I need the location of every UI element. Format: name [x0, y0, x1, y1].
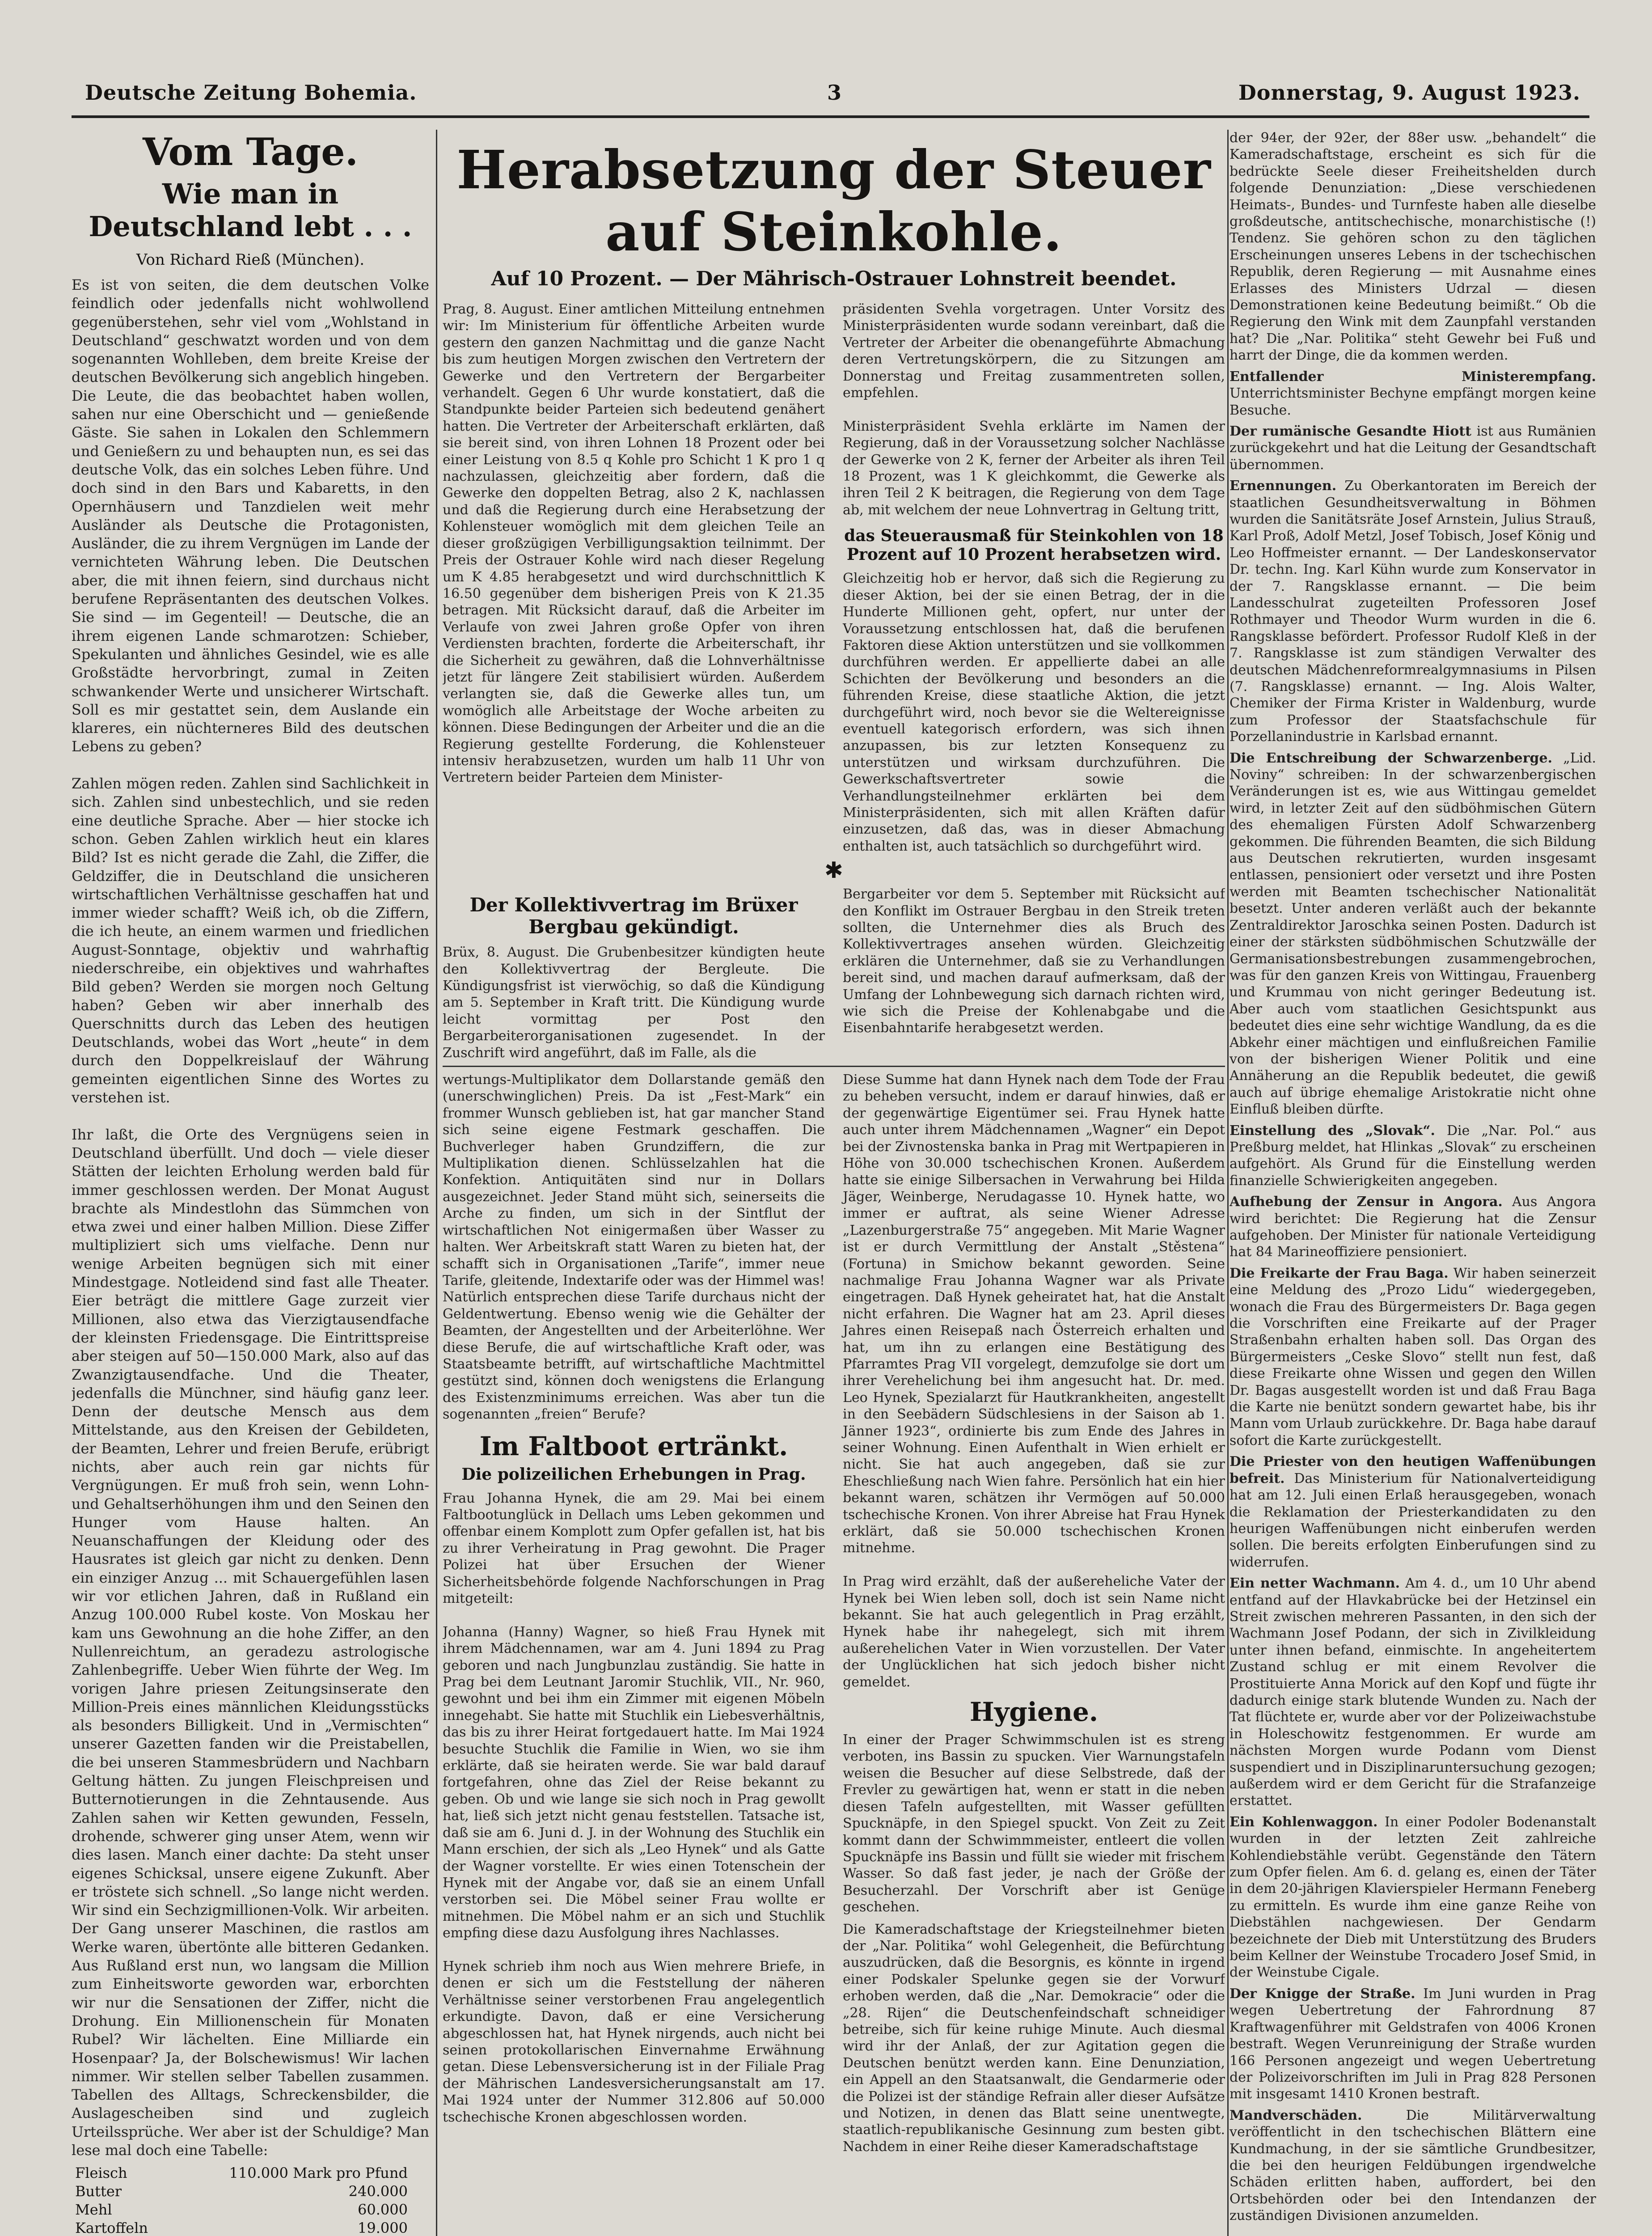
news-item	[1229, 750, 1596, 1118]
lead-subheadline: Auf 10 Prozent. — Der Mährisch-Ostrauer Lohnstreit beendet.	[491, 267, 1177, 290]
news-item-title: Ein netter Wachmann.	[1229, 1575, 1400, 1592]
price-value: 110.000 Mark pro Pfund	[229, 2164, 408, 2182]
lead-box-title: das Steuerausmaß für Steinkohlen von 18 Prozent auf 10 Prozent herabsetzen wird.	[844, 526, 1224, 564]
news-item	[1229, 1986, 1596, 2103]
price-row	[72, 2201, 411, 2219]
page-header	[58, 76, 1589, 116]
feuilleton-right-text: Diese Summe hat dann Hynek nach dem Tode der Frau zu beheben versucht, indem er darauf hinwies, daß er der gegenwärtige Eigentümer sei. Frau Hynek hatte auch unter ihrem Mädchennamen „Wagner“ ein Depot bei der Zivnostenska banka in Prag mit Wertpapieren in Höhe von 30.000 tschechischen Kronen. Außerdem hatte sie einige Silbersachen in Verwahrung bei Hilda Jäger, Weinberge, Nerudagasse 10. Hynek hatte, wo immer er auftrat, als seine Wiener Adresse „Lazenburgerstraße 75“ angegeben. Mit Marie Wagner ist er durch Vermittlung der Anstalt „Stěstena“ (Fortuna) in Smichow bekannt geworden. Seine nachmalige Frau Johanna Wagner war als Private eingetragen. Daß Hynek geheiratet hat, hat die Anstalt nicht erfahren. Die Wagner hat am 23. April dieses Jahres einen Reisepaß nach Österreich erhalten und hat, um ihn zu erlangen eine Bestätigung des Pfarramtes Prag VII vorgelegt, demzufolge sie dort um ihrer Verehelichung bei ihm angesucht hat. Dr. med. Leo Hynek, Spezialarzt für Hautkrankheiten, angestellt in den Seebädern Südschlesiens in der Saison ab 1. Jänner 1923“, ordinierte bis zum Ende des Jahres in seiner Wohnung. Einen Aufenthalt in Wien erhielt er nicht. Sie hat auch angegeben, daß sie zur Eheschließung nach Wien fahre. Persönlich hat ein hier bekannt waren, schätzen ihr Vermögen auf 50.000 tschechische Kronen. Von ihrer Abreise hat Frau Hynek erklärt, daß sie 50.000 tschechischen Kronen mitnehme. In Prag wird erzählt, daß der außereheliche Vater der Hynek bei Wien leben soll, doch ist sein Name nicht bekannt. Sie hat auch gelegentlich in Prag erzählt, Hynek habe ihr nahegelegt, sich mit ihrem außerehelichen Vater in Wien vorzustellen. Der Vater der Unglücklichen hat sich jedoch bisher nicht gemeldet.	[843, 1072, 1225, 1690]
kollektiv-left: Brüx, 8. August. Die Grubenbesitzer kündigten heute den Kollektivvertrag der Bergleute. Die Kündigungsfrist ist vierwöchig, so daß die Kündigung am 5. September in Kraft tritt. Die Kündigung wurde leicht vormittag per Post den Bergarbeiterorganisationen zugesendet. In der Zuschrift wird angeführt, daß im Falle, als die	[443, 944, 825, 1061]
price-item: Mehl	[75, 2201, 112, 2219]
kollektiv-title: Der Kollektivvertrag im Brüxer Bergbau gekündigt.	[469, 894, 798, 938]
hygiene-text: In einer der Prager Schwimmschulen ist es streng verboten, ins Bassin zu spucken. Vier Warnungstafeln weisen die Besucher auf diese Selbstrede, daß der Frevler zu gewärtigen hat, wenn er statt in die neben diesen Tafeln aufgestellten, mit Wasser gefüllten Spucknäpfe, in den Spiegel spuckt. Von Zeit zu Zeit kommt dann der Schwimmmeister, entleert die vollen Spucknäpfe ins Bassin und füllt sie wieder mit frischem Wasser. So daß fast jeder, je nach der Größe der Besucherzahl. Der Vorschrift aber ist Genüge geschehen.	[843, 1732, 1225, 1915]
news-item-text: Unterrichtsminister Bechyne empfängt morgen keine Besuche.	[1229, 385, 1596, 418]
price-item: Butter	[75, 2183, 122, 2200]
news-item-text: Das Ministerium für Nationalverteidigung hat am 12. Juli einen Erlaß herausgegeben, wonach die Reklamation der Priesterkandidaten zu den heurigen Waffenübungen nicht einberufen werden sollen. Die bereits erfolgten Einberufungen sind zu widerrufen.	[1229, 1470, 1596, 1570]
price-value: 240.000	[348, 2183, 408, 2200]
price-item: Kartoffeln	[75, 2219, 148, 2236]
column-lead	[443, 130, 1225, 2236]
feuilleton-area	[443, 1071, 1225, 2155]
news-item-text: Im Juni wurden in Prag wegen Uebertretung der Fahrordnung 87 Kraftwagenführer mit Geldstrafen von 4006 Kronen bestraft. Wegen Verunreinigung der Straße wurden 166 Personen angezeigt und wegen Uebertretung der Polizeivorschriften im Juli in Prag 828 Personen mit insgesamt 1410 Kronen bestraft.	[1229, 1986, 1596, 2102]
kollektiv-article	[443, 886, 1225, 1061]
feuilleton-rule	[443, 1066, 1225, 1067]
lead-right-text-2: Gleichzeitig hob er hervor, daß sich die Regierung zu dieser Aktion, bei der sie einen Betrag, der in die Hunderte Millionen geht, opfert, nur unter der Voraussetzung entschlossen hat, daß die berufenen Faktoren diese Aktion unterstützen und sie vollkommen durchführen werden. Er appellierte dabei an alle Schichten der Bevölkerung und besonders an die führenden Kreise, diese staatliche Aktion, die jetzt durchgeführt wird, noch bevor sie die Weltereignisse eventuell kategorisch erfordern, was sich ihnen anzupassen, bis zur letzten Konsequenz zu unterstützen und wirksam durchzuführen. Die Gewerkschaftsvertreter sowie die Verhandlungsteilnehmer erklärten bei dem Ministerpräsidenten, sich mit allen Kräften dafür einzusetzen, daß das, was in dieser Abmachung enthalten ist, auch tatsächlich so durchgeführt wird.	[843, 571, 1225, 854]
price-row	[72, 2164, 411, 2182]
news-item	[1229, 478, 1596, 745]
hygiene-title: Hygiene.	[969, 1697, 1099, 1728]
masthead: Deutsche Zeitung Bohemia.	[85, 80, 417, 105]
header-rule	[72, 115, 1589, 118]
lead-right-text: präsidenten Svehla vorgetragen. Unter Vorsitz des Ministerpräsidenten wurde sodann vereinbart, daß die Vertreter der Arbeiter die obenangeführte Abmachung deren Vertretungskörpern, die zu Sitzungen am Donnerstag und Freitag zusammentreten sollen, empfehlen. Ministerpräsident Svehla erklärte im Namen der Regierung, daß in der Voraussetzung solcher Nachlässe der Gewerke von 2 K, ferner der Arbeiter als ihren Teil 18 Prozent, was 1 K gleichkommt, die Gewerke als ihren Teil 2 K beitragen, die Regierung von dem Tage ab, mit welchem der neue Lohnvertrag in Geltung tritt,	[843, 301, 1225, 518]
news-item-title: Mandverschäden.	[1229, 2107, 1362, 2123]
byline: Von Richard Rieß (München).	[136, 251, 365, 269]
news-item-text: „Lid. Noviny“ schreiben: In der schwarzenbergischen Veränderungen ist es, wie aus Wittingau gemeldet wird, in letzter Zeit auf den südböhmischen Gütern des ehemaligen Fürsten Adolf Schwarzenberg gekommen. Die führenden Beamten, die sich Bildung aus Deutschen rekrutierten, wurden insgesamt entlassen, pensioniert oder versetzt und ihre Posten werden mit Beamten tschechischer Nationalität besetzt. Unter anderen verläßt auch der bekannte Zentraldirektor Jaroschka seinen Posten. Dadurch ist einer der stärksten südböhmischen Schutzwälle der Germanisationsbestrebungen zusammengebrochen, was für den ganzen Kreis von Wittingau, Frauenberg und Krummau von nicht geringer Bedeutung ist. Aber auch vom staatlichen Gesichtspunkt aus bedeutet dies eine sehr wichtige Wandlung, da es die Abkehr einer mächtigen und einflußreichen Familie von der bisherigen Wiener Politik und eine Annäherung an die Republik bedeutet, die gewiß auch auf übrige ehemalige Aristokratie nicht ohne Einfluß bleiben dürfte.	[1229, 750, 1596, 1118]
news-item	[1229, 1453, 1596, 1571]
column-divider-1	[436, 130, 437, 2236]
faltboot-title: Im Faltboot ertränkt.	[479, 1431, 788, 1461]
news-item-title: Ein Kohlenwaggon.	[1229, 1814, 1378, 1830]
faltboot-text: Frau Johanna Hynek, die am 29. Mai bei einem Faltbootunglück in Dellach ums Leben gekommen und offenbar einem Komplott zum Opfer gefallen ist, hat bis zu ihrer Verheiratung in Prag gewohnt. Die Prager Polizei hat über Ersuchen der Wiener Sicherheitsbehörde folgende Nachforschungen in Prag mitgeteilt: Johanna (Hanny) Wagner, so hieß Frau Hynek mit ihrem Mädchennamen, war am 4. Juni 1894 zu Prag geboren und nach Jungbunzlau zuständig. Sie hatte in Prag bei dem Leutnant Jaromir Stuchlik, VII., Nr. 960, gewohnt und bei ihm ein Zimmer mit eigenen Möbeln innegehabt. Sie hatte mit Stuchlik ein Liebesverhältnis, das bis zu ihrer Heirat fortgedauert hatte. Im Mai 1924 besuchte Stuchlik die Familie in Wien, wo sie ihm erklärte, daß sie heiraten werde. Sie war bald darauf fortgefahren, ohne das Ziel der Reise bekannt zu geben. Ob und wie lange sie sich noch in Prag gewollt hat, ließ sich jetzt nicht genau feststellen. Tatsache ist, daß sie am 6. Juni d. J. in der Wohnung des Stuchlik ein Mann erschien, der sich als „Leo Hynek“ und als Gatte der Wagner vorstellte. Er wies einen Totenschein der Hynek mit der Angabe vor, daß sie an einem Unfall verstorben sei. Die Möbel seiner Frau wollte er mitnehmen. Die Möbel nahm er an sich und Stuchlik empfing diese dazu Ausfolgung ihres Nachlasses. Hynek schrieb ihm noch aus Wien mehrere Briefe, in denen er sich um die Feststellung der näheren Verhältnisse seiner verstorbenen Frau angelegentlich erkundigte. Davon, daß er eine Versicherung abgeschlossen hat, hat Hynek nirgends, auch nicht bei seinen protokollarischen Einvernahme Erwähnung getan. Diese Lebensversicherung ist in der Filiale Prag der Mährischen Landesversicherungsanstalt am 17. Mai 1924 unter der Nummer 312.806 auf 50.000 tschechische Kronen abgeschlossen worden.	[443, 1490, 825, 2125]
news-item-text: Zu Oberkantoraten im Bereich der staatlichen Gesundheitsverwaltung in Böhmen wurden die Sanitätsräte Josef Arnstein, Julius Strauß, Karl Proß, Adolf Metzl, Josef Tobisch, Josef König und Leo Hoffmeister ernannt. — Der Landeskonservator Dr. techn. Ing. Karl Kühn wurde zum Konservator in der 7. Rangsklasse ernannt. — Die beim Landesschulrat zugeteilten Professoren Josef Rothmayer und Theodor Wurm wurden in die 6. Rangsklasse befördert. Professor Rudolf Kleß in der 7. Rangsklasse ist zum ständigen Verwalter des deutschen Mädchenreformrealgymnasiums in Pilsen (7. Rangsklasse) ernannt. — Ing. Alois Walter, Chemiker der Firma Krister in Waldenburg, wurde zum Professor der Staatsfachschule für Porzellanindustrie in Karlsbad ernannt.	[1229, 478, 1596, 745]
article-title: Wie man in Deutschland lebt . . .	[89, 178, 412, 243]
news-item-text: In einer Podoler Bodenanstalt wurden in der letzten Zeit zahlreiche Kohlendiebstähle verübt. Gegenstände den Tätern zum Opfer fielen. Am 6. d. gelang es, einen der Täter in dem 20-jährigen Klavierspieler Hermann Feneberg zu ermitteln. Es wurde ihm eine ganze Reihe von Diebstählen nachgewiesen. Der Gendarm bezeichnete der Dieb mit Unterstützung des Bruders beim Kellner der Weinstube Trocadero Josef Smid, in der Weinstube Cigale.	[1229, 1814, 1596, 1981]
kollektiv-right: Bergarbeiter vor dem 5. September mit Rücksicht auf den Konflikt im Ostrauer Bergbau in den Streik treten sollten, die Unternehmer dies als Bruch des Kollektivvertrages ansehen würden. Gleichzeitig erklären die Unternehmer, daß sie zu Verhandlungen bereit sind, und machen darauf aufmerksam, daß der Umfang der Lohnbewegung sich darnach richten wird, wie sich die Preise der Kohlenabgabe und die Eisenbahntarife herabgesetzt werden.	[843, 886, 1225, 1036]
page-number: 3	[827, 80, 842, 105]
news-item-text: Am 4. d., um 10 Uhr abend entfand auf der Hlavkabrücke bei der Hetzinsel ein Streit zwischen mehreren Passanten, in den sich der Wachmann Josef Podann, der sich in Zivilkleidung unter ihnen befand, einmischte. In angeheitertem Zustand schlug er mit einem Revolver die Prostituierte Anna Morick auf den Kopf und fügte ihr dadurch einige stark blutende Wunden zu. Nach der Tat flüchtete er, wurde aber vor der Polizeiwachstube in Holeschowitz festgenommen. Er wurde am nächsten Morgen wurde Podann vom Dienst suspendiert und in Disziplinaruntersuchung gezogen; außerdem wird er dem Gericht für die Strafanzeige erstattet.	[1229, 1575, 1596, 1809]
news-item-title: Der rumänische Gesandte Hiott	[1229, 423, 1472, 439]
news-item-text: Aus Angora wird berichtet: Die Regierung hat die Zensur aufgehoben. Der Minister für nationale Verteidigung hat 84 Marineoffiziere pensioniert.	[1229, 1194, 1596, 1260]
feuilleton-text: wertungs-Multiplikator dem Dollarstande gemäß den (unerschwinglichen) Preis. Da ist „Fest-Mark“ ein frommer Wunsch geblieben ist, hat gar mancher Stand sich seine eigene Festmark geschaffen. Die Buchverleger haben Grundziffern, die zur Multiplikation dienen. Schlüsselzahlen hat die Konfektion. Antiquitäten sind nur in Dollars ausgezeichnet. Jeder Stand müht sich, seinerseits die Arche zu finden, um sich in der Sintflut der wirtschaftlichen Not einigermaßen über Wasser zu halten. Wer Arbeitskraft statt Waren zu bieten hat, der schafft sich in Organisationen „Tarife“, immer neue Tarife, gleitende, Indextarife oder was der Himmel was! Natürlich entsprechen diese Tarife durchaus nicht der Geldentwertung. Ebenso wenig wie die Gehälter der Beamten, der Angestellten und der Arbeiterlöhne. Wer diese Berufe, die auf wirtschaftliche Kraft oder, was Staatsbeamte betrifft, auf wirtschaftliche Machtmittel gestützt sind, können doch wenigstens die Erlangung des Existenzminimums erreichen. Was aber tun die sogenannten „freien“ Berufe?	[443, 1072, 825, 1423]
lead-left-text: Prag, 8. August. Einer amtlichen Mitteilung entnehmen wir: Im Ministerium für öffentliche Arbeiten wurde gestern den ganzen Nachmittag und die ganze Nacht bis zum heutigen Morgen zwischen den Vertretern der Gewerke und den Vertretern der Bergarbeiter verhandelt. Gegen 6 Uhr wurde konstatiert, daß die Standpunkte beider Parteien sich bedeutend genähert hatten. Die Vertreter der Arbeiterschaft erklärten, daß sie bereit sind, von ihren Lohnen 18 Prozent oder bei einer Leistung von 8.5 q Kohle pro Schicht 1 K pro 1 q nachzulassen, gleichzeitig aber fordern, daß die Gewerke den doppelten Betrag, also 2 K, nachlassen und daß die Regierung durch eine Herabsetzung der Kohlensteuer womöglich mit dem gleichen Teile an dieser großzügigen Verbilligungsaktion teilnimmt. Der Preis der Ostrauer Kohle wird nach dieser Regelung um K 4.85 herabgesetzt und wird durchschnittlich K 16.50 gegenüber dem bisherigen Preis von K 21.35 betragen. Mit Rücksicht darauf, daß die Arbeiter im Verlaufe von zwei Jahren große Opfer von ihren Verdiensten brachten, forderte die Arbeiterschaft, ihr die Sicherheit zu gewähren, daß die Lohnverhältnisse jetzt für längere Zeit stabilisiert würden. Außerdem verlangten sie, daß die Gewerke alles tun, um womöglich alle Arbeitstage der Woche arbeiten zu können. Diese Bedingungen der Arbeiter und die an die Regierung gestellte Forderung, die Kohlensteuer intensiv herabzusetzen, wurden um halb 11 Uhr von Vertretern beider Parteien dem Minister-	[443, 301, 825, 786]
column-news	[1229, 130, 1596, 2236]
price-row	[72, 2182, 411, 2201]
price-value: 60.000	[358, 2201, 408, 2219]
news-item-title: Aufhebung der Zensur in Angora.	[1229, 1194, 1503, 1210]
news-item	[1229, 1575, 1596, 1809]
price-table	[72, 2164, 411, 2236]
news-item	[1229, 1814, 1596, 1981]
issue-date: Donnerstag, 9. August 1923.	[1238, 80, 1580, 105]
news-item-title: Ernennungen.	[1229, 478, 1337, 494]
column-vom-tage	[72, 130, 429, 2236]
news-item	[1229, 1265, 1596, 1449]
news-item-text: Die „Nar. Pol.“ aus Preßburg meldet, hat Hlinkas „Slovak“ zu erscheinen aufgehört. Als Grund für die Einstellung werden finanzielle Schwierigkeiten angegeben.	[1229, 1122, 1596, 1189]
section-title: Vom Tage.	[143, 130, 358, 174]
kriegsteilnehmer-text: Die Kameradschaftstage der Kriegsteilnehmer bieten der „Nar. Politika“ wohl Gelegenheit, die Befürchtung auszudrücken, daß die Besorgnis, es könnte in irgend einer Podskaler Spelunke gegen sie der Vorwurf erhoben werden, daß die „Nar. Demokracie“ oder die „28. Rijen“ die Deutschenfeindschaft schneidiger betreibe, sich für keine ruhige Minute. Auch diesmal wird ihr der Anlaß, der zur Agitation gegen die Deutschen benützt werden kann. Eine Denunziation, ein Appell an den Staatsanwalt, die Gendarmerie oder die Polizei ist der ständige Refrain aller dieser Aufsätze und Notizen, in denen das Blatt seine unentwegte, staatlich-republikanische Gesinnung zum besten gibt. Nachdem in einer Reihe dieser Kameradschaftstage	[843, 1921, 1225, 2155]
news-item-title: Die Freikarte der Frau Baga.	[1229, 1265, 1449, 1281]
news-item-title: Die Priester von den heutigen Waffenübungen befreit.	[1229, 1454, 1596, 1486]
separator-star: ✱	[824, 857, 843, 884]
news-item	[1229, 423, 1596, 473]
news-item	[1229, 2107, 1596, 2224]
article-body-1: Es ist von seiten, die dem deutschen Volke feindlich oder jedenfalls nicht wohlwollend gegenüberstehen, sehr viel vom „Wohlstand in Deutschland“ geschwatzt worden und von dem sogenannten Wohlleben, dem breite Kreise der deutschen Bevölkerung sich angeblich hingeben. Die Leute, die das beobachtet haben wollen, sahen nur eine Oberschicht und — genießende Gäste. Sie sahen in Lokalen den Schlemmern und Genießern zu und behaupten nun, es sei das deutsche Volk, das ein solches Leben führe. Und doch sind in den Bars und Kabaretts, in den Opernhäusern und Tanzdielen weit mehr Ausländer als Deutsche die Protagonisten, Ausländer, die zu ihrem Vergnügen im Lande der vernichteten Währung leben. Die Deutschen aber, die mit ihnen feiern, sind durchaus nicht berufene Repräsentanten des deutschen Volkes. Sie sind — im Gegenteil! — Deutsche, die an ihrem eigenen Lande schmarotzen: Schieber, Spekulanten und ähnliches Gesindel, wie es alle Großstädte hervorbringt, zumal in Zeiten schwankender Werte und unsicherer Wirtschaft. Soll es mir gestattet sein, dem Auslande ein klareres, ein nüchterneres Bild des deutschen Lebens zu geben? Zahlen mögen reden. Zahlen sind Sachlichkeit in sich. Zahlen sind unbestechlich, und sie reden eine deutliche Sprache. Aber — hier stocke ich schon. Geben Zahlen wirklich heut ein klares Bild? Ist es nicht gerade die Zahl, die Ziffer, die Geldziffer, die in Deutschland die unsicheren wirtschaftlichen Verhältnisse geschaffen hat und immer wieder schafft? Weiß ich, ob die Ziffern, die ich heute, an einem warmen und friedlichen August-Sonntage, objektiv und wahrhaftig niederschreibe, ein objektives und wahrhaftes Bild geben? Werden sie morgen noch Geltung haben? Geben wir aber innerhalb des Querschnitts durch das Leben des heutigen Deutschlands, wobei das Wort „heute“ in dem durch den Doppelkreislauf der Währung gemeinten eigentlichen Sinne des Wortes zu verstehen ist. Ihr laßt, die Orte des Vergnügens seien in Deutschland überfüllt. Und doch — viele dieser Stätten der leichten Erholung werden bald für immer geschlossen werden. Der Monat August brachte als Mindestlohn das Sümmchen von etwa zwei und einer halben Million. Diese Ziffer multipliziert sich ums vielfache. Denn nur wenige Arbeiten begnügen sich mit einer Mindestgage. Notleidend sind fast alle Theater. Eier beträgt die mittlere Gage zurzeit vier Millionen, also etwa das Vierzigtausendfache der kleinsten Friedensgage. Die Eintrittspreise aber steigen auf 50—150.000 Mark, also auf das Zwanzigtausendfache. Und die Theater, jedenfalls die Münchner, sind häufig ganz leer. Denn der deutsche Mensch aus dem Mittelstande, aus den Kreisen der Gebildeten, der Beamten, Lehrer und freien Berufe, erübrigt nichts, aber auch rein gar nichts für Vergnügungen. Er muß froh sein, wenn Lohn- und Gehaltserhöhungen ihm und den Seinen den Hunger vom Hause halten. An Neuanschaffungen der Kleidung oder des Hausrates ist gleich gar nicht zu denken. Denn ein einziger Anzug ... mit Schauergefühlen lasen wir vor etlichen Jahren, daß in Rußland ein Anzug 100.000 Rubel koste. Von Moskau her kam uns Gewohnung an die hohe Ziffer, an den Nullenreichtum, an geradezu astrologische Zahlenbegriffe. Ueber Wien führte der Weg. Im vorigen Jahre priesen Zeitungsinserate den Million-Preis eines männlichen Kleidungsstücks als besonders Billigkeit. Und in „Vermischten“ unserer Gazetten fanden wir die Preistabellen, die bei unseren Stammesbrüdern und Nachbarn Geltung hätten. Zu jungen Fleischpreisen und Butternotierungen in die Zehntausende. Aus Zahlen sahen wir Ketten gewunden, Fesseln, drohende, schwerer ging unser Atem, wenn wir dies lasen. Manch einer dachte: Da steht unser eigenes Schicksal, unsere eigene Zukunft. Aber er tröstete sich schnell. „So lange nicht werden. Wir sind ein Sechzigmillionen-Volk. Wir arbeiten. Der Gang unserer Maschinen, die rastlos am Werke waren, übertönte alle bitteren Gedanken. Aus Rußland erst nun, wo langsam die Million zum Einheitsworte geworden war, erborchten wir nur die Sensationen der Ziffer, nicht die Drohung. Ein Millionenschein für Monaten Rubel? Wir lächelten. Eine Milliarde ein Hosenpaar? Ja, der Bolschewismus! Wir lachen nimmer. Wir stellen selber Tabellen zusammen. Tabellen des Alltags, Schreckensbilder, die Auslagescheiben sind und zugleich Urteilssprüche. Wer aber ist der Schuldige? Man lese mal doch eine Tabelle:	[72, 276, 429, 2159]
faltboot-subtitle: Die polizeilichen Erhebungen in Prag.	[461, 1465, 806, 1484]
lead-headline: Herabsetzung der Steuer auf Steinkohle.	[456, 139, 1211, 263]
price-row	[72, 2219, 411, 2236]
price-item: Fleisch	[75, 2164, 127, 2182]
news-top: der 94er, der 92er, der 88er usw. „behandelt“ die Kameradschaftstage, erscheint es sich für die bedrückte Seele dieser Freiheitshelden durch folgende Denunziation: „Diese verschiedenen Heimats-, Bundes- und Turnfeste haben alle dieselbe großdeutsche, antitschechische, monarchistische (!) Tendenz. Sie gehören schon zu den täglichen Erscheinungen unseres Lebens in der tschechischen Republik, deren Regierung — mit Ausnahme eines Erlasses des Ministers Udrzal — diesen Demonstrationen keine Bedeutung beimißt.“ Ob die Regierung den Wink mit dem Zaunpfahl verstanden hat? Die „Nar. Politika“ steht Gewehr bei Fuß und harrt der Dinge, die da kommen werden.	[1229, 130, 1596, 364]
news-item-title: Der Knigge der Straße.	[1229, 1986, 1415, 2002]
price-value: 19.000	[358, 2219, 408, 2236]
column-divider-2	[1227, 130, 1229, 2236]
news-item-title: Einstellung des „Slovak“.	[1229, 1122, 1435, 1139]
news-item	[1229, 1122, 1596, 1190]
news-item-text: ist aus Rumänien zurückgekehrt und hat die Leitung der Gesandtschaft übernommen.	[1229, 423, 1596, 473]
news-item-text: Wir haben seinerzeit eine Meldung des „Prozo Lidu“ wiedergegeben, wonach die Frau des Bürgermeisters Dr. Baga gegen die Vorschriften eine Freikarte auf der Prager Straßenbahn erhalten haben soll. Das Organ des Bürgermeisters „Ceske Slovo“ stellt nun fest, daß diese Freikarte ohne Wissen und gegen den Willen Dr. Bagas ausgestellt worden ist und daß Frau Baga die Karte nie benützt sondern gewartet habe, bis ihr Mann vom Urlaub zurückkehre. Dr. Baga habe darauf sofort die Karte zurückgestellt.	[1229, 1265, 1596, 1448]
lead-body	[443, 301, 1225, 855]
news-item	[1229, 368, 1596, 419]
news-item	[1229, 1194, 1596, 1261]
news-item-text: Die Militärverwaltung veröffentlicht in den tschechischen Blättern eine Kundmachung, in der sie sämtliche Grundbesitzer, die bei den heurigen Feldübungen irgendwelche Schäden erlitten haben, auffordert, bei den Ortsbehörden oder bei den Intendanzen der zuständigen Divisionen anzumelden.	[1229, 2107, 1596, 2224]
news-item-title: Entfallender Ministerempfang.	[1229, 368, 1596, 385]
news-item-title: Die Entschreibung der Schwarzenberge.	[1229, 750, 1553, 766]
